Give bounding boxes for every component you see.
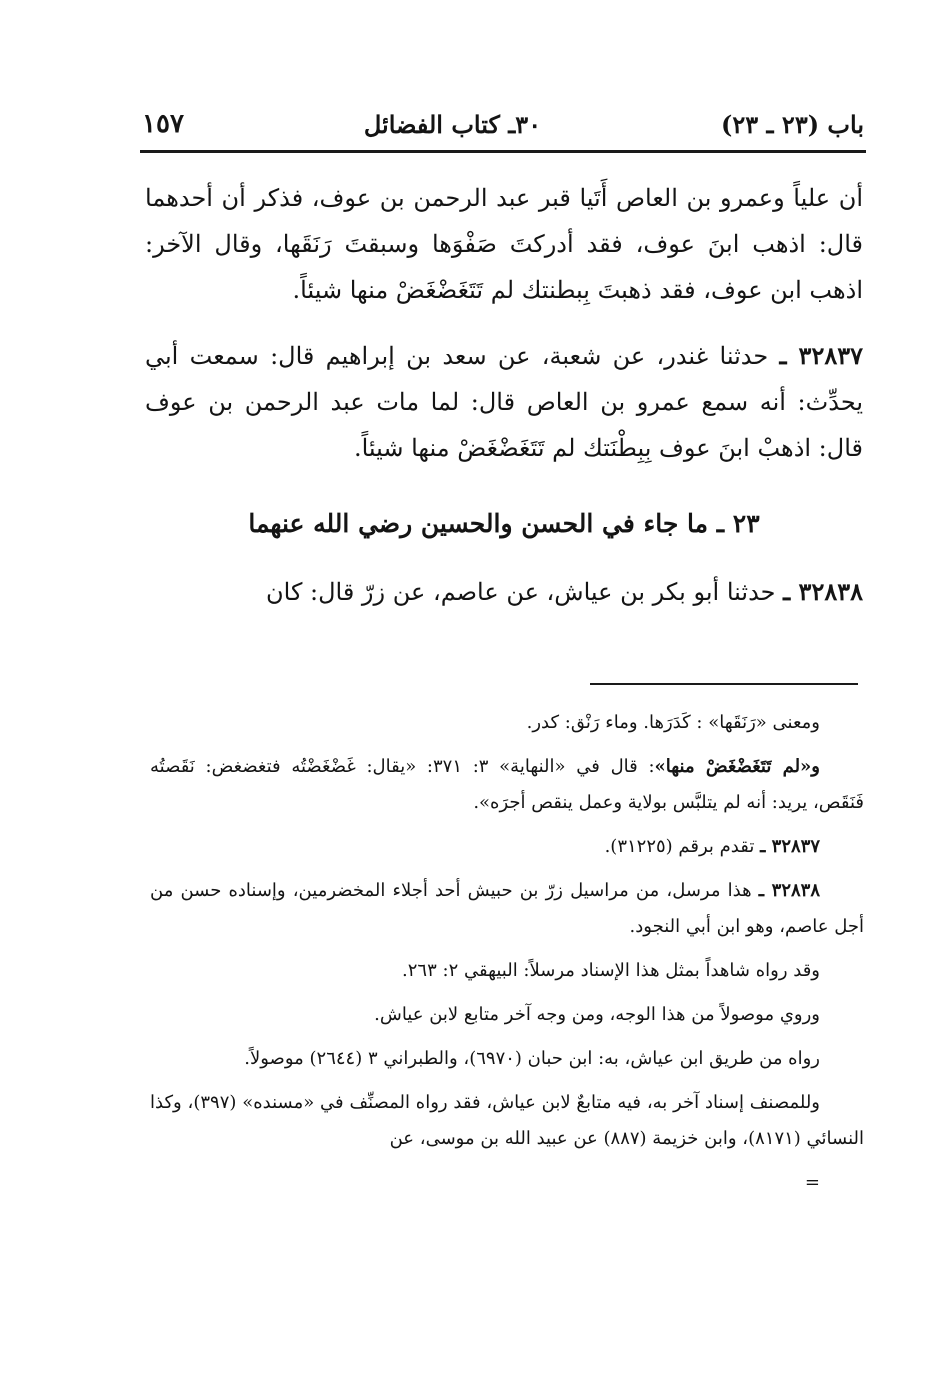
footnote-text: تقدم برقم (٣١٢٢٥). <box>604 836 755 857</box>
running-header <box>142 102 864 146</box>
footnote-term: و«لم تَتَغَضْغَضْ منها» <box>654 756 821 777</box>
footnote-mawsul: وروي موصولاً من هذا الوجه، ومن وجه آخر متابع لابن عياش. <box>374 1004 820 1025</box>
footnote-text: هذا مرسل، من مراسيل زرّ بن حبيش أحد أجلاء المخضرمين، وإسناده حسن من أجل عاصم، وهو ابن أبي النجود. <box>150 880 864 937</box>
footnote-musannaf: وللمصنف إسناد آخر به، فيه متابعٌ لابن عياش، فقد رواه المصنِّف في «مسنده» (٣٩٧)، وكذا النسائي (٨١٧١)، وابن خزيمة (٨٨٧) عن عبيد الله بن موسى، عن <box>150 1092 864 1149</box>
book-title: ٣٠ـ كتاب الفضائل <box>363 109 542 139</box>
page-number: ١٥٧ <box>142 109 184 139</box>
section-heading: ٢٣ ـ ما جاء في الحسن والحسين رضي الله عنهما <box>248 509 760 538</box>
footnote-bayhaqi: وقد رواه شاهداً بمثل هذا الإسناد مرسلاً: البيهقي ٢: ٢٦٣. <box>402 960 820 981</box>
hadith-number: ٣٢٨٣٧ ـ <box>779 341 863 370</box>
hadith-text: حدثنا غندر، عن شعبة، عن سعد بن إبراهيم قال: سمعت أبي يحدِّث: أنه سمع عمرو بن العاص قال: لما مات عبد الرحمن بن عوف قال: اذهبْ ابنَ عوف بِبِطْنَتك لم تَتَغَضْغَضْ منها شيئاً. <box>145 342 863 462</box>
chapter-label: باب (٢٣ ـ ٢٣) <box>721 109 864 139</box>
footnote-ibn-hibban: رواه من طريق ابن عياش، به: ابن حبان (٦٩٧٠)، والطبراني ٣ (٢٦٤٤) موصولاً. <box>244 1048 820 1069</box>
footnote-32838 <box>150 873 864 945</box>
footnote-rnq: ومعنى «رَنَقَها» : كَدَرَها. وماء رَنْق: كدر. <box>526 712 820 733</box>
header-rule <box>140 150 866 153</box>
hadith-32838 <box>145 569 863 615</box>
footnote-number: ٣٢٨٣٨ ـ <box>758 880 820 901</box>
hadith-32837 <box>145 333 863 471</box>
footnote-text: : قال في «النهاية» ٣: ٣٧١: «يقال: غَضْغَضْتُه فتغضغض: نَقَصتُه فَنَقَص، يريد: أنه لم يتلبَّس بولاية وعمل ينقص أجرَه». <box>150 756 864 813</box>
footnote-number: ٣٢٨٣٧ ـ <box>760 836 820 857</box>
main-text <box>145 175 863 615</box>
footnote-32837 <box>150 829 864 865</box>
footnote-separator <box>590 683 858 685</box>
hadith-number: ٣٢٨٣٨ ـ <box>783 577 863 606</box>
footnote-taghadghad <box>150 749 864 821</box>
hadith-text: حدثنا أبو بكر بن عياش، عن عاصم، عن زرّ قال: كان <box>266 578 776 606</box>
continuation-mark: = <box>804 1172 820 1193</box>
footnotes <box>150 705 864 1201</box>
paragraph-continued: أن علياً وعمرو بن العاص أَتَيا قبر عبد الرحمن بن عوف، فذكر أن أحدهما قال: اذهب ابنَ عوف، فقد أدركتَ صَفْوَها وسبقتَ رَنَقَها، وقال الآخر: اذهب ابن عوف، فقد ذهبتَ بِبطنتك لم تَتَغَضْغَضْ منها شيئاً. <box>145 184 863 304</box>
